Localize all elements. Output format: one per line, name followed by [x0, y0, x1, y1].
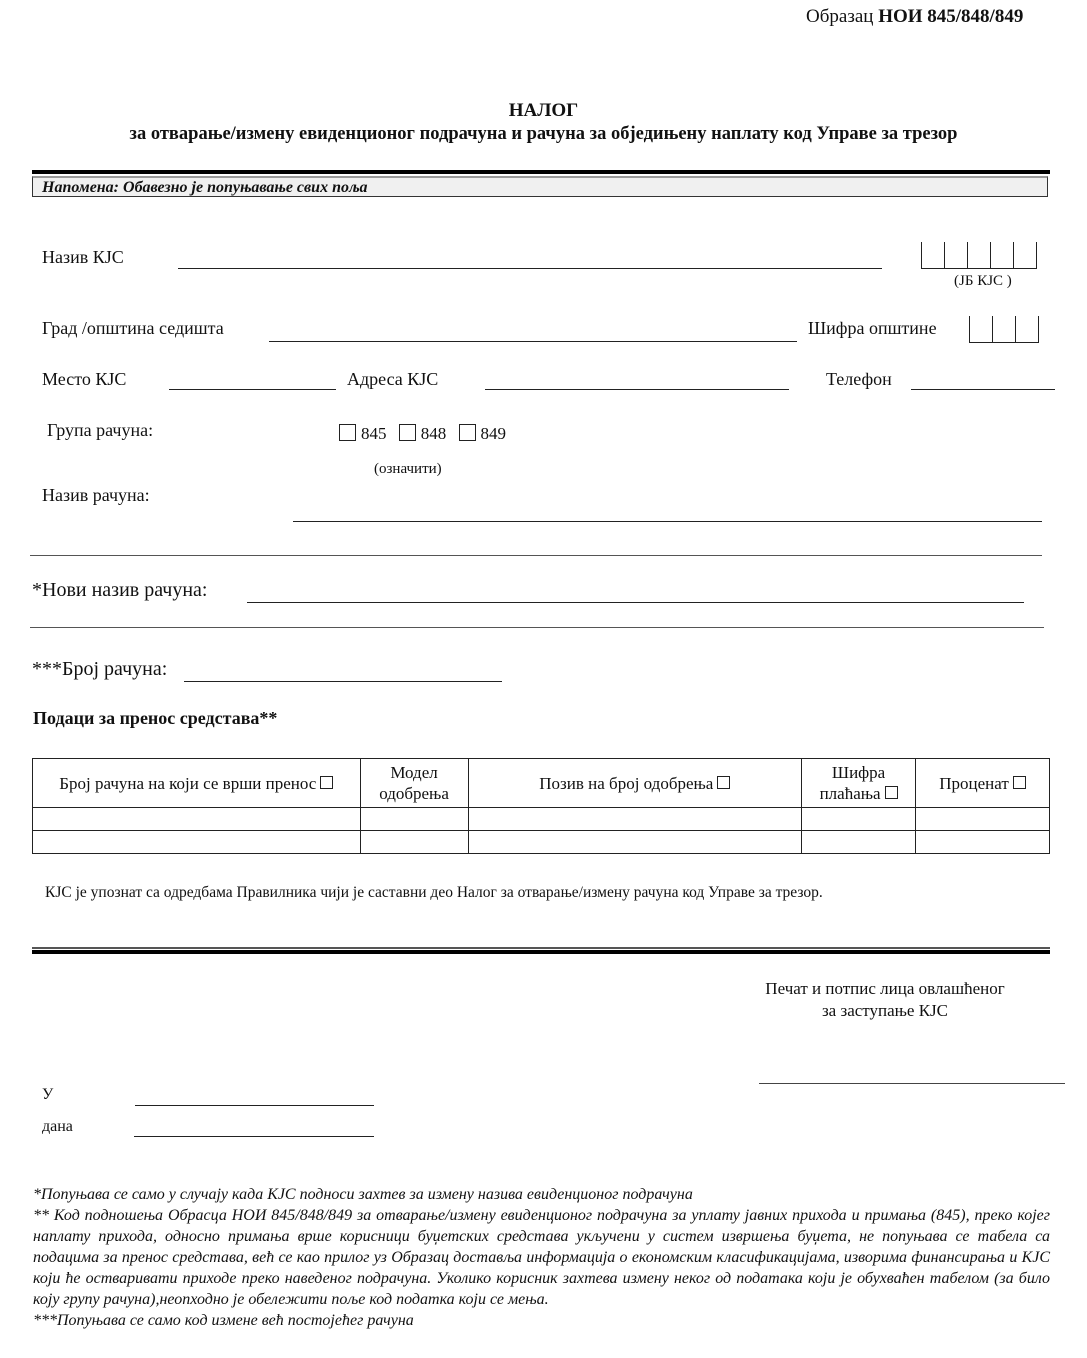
table-header-row — [33, 759, 1050, 808]
form-prefix: Образац — [806, 6, 874, 27]
table-cell[interactable] — [33, 808, 361, 831]
naziv-racuna-field-line2[interactable] — [30, 555, 1042, 556]
table-cell[interactable] — [916, 808, 1050, 831]
footnote-2: ** Код подношења Обрасца НОИ 845/848/849 за отварање/измену евиденционог подрачуна за уплату јавних прихода и примања (845), преко којег наплату прихода, односно примања врше корисници буџетских средстава укључени у систем извршења буџета, не попуњава се табела са подацима за пренос средстава, већ се као прилог уз Образац доставља информација о економским класификацијама, изворима финансирања и КЈС који ће остваривати приходе преко наведеног подрачуна. Уколико корисник захтева измену неког од података који је обухваћен табелом (за било коју групу рачуна),неопходно је обележити поље код податка који се мења. — [33, 1207, 1050, 1308]
telefon-field[interactable] — [911, 389, 1055, 390]
sifra-opstine-label: Шифра општине — [808, 318, 937, 338]
oznaciti-hint: (означити) — [374, 461, 442, 477]
page-subtitle: за отварање/измену евиденционог подрачуна и рачуна за обједињену наплату код Управе за трезор — [129, 124, 958, 144]
col-header-sifra-placanja: Шифра плаћања — [802, 759, 916, 808]
note-box — [32, 176, 1048, 197]
naziv-kjc-label: Назив КЈС — [42, 247, 124, 267]
jb-kjc-box[interactable] — [1013, 242, 1036, 268]
grupa-racuna-label: Група рачуна: — [47, 420, 154, 440]
telefon-label: Телефон — [826, 369, 892, 389]
grad-opstina-label: Град /општина седишта — [42, 318, 224, 338]
col-header-broj-racuna: Број рачуна на који се врши пренос — [33, 759, 361, 808]
checkbox[interactable] — [459, 424, 476, 441]
place-field[interactable] — [135, 1105, 374, 1106]
broj-racuna-field[interactable] — [184, 681, 502, 682]
table-row — [33, 808, 1050, 831]
table-cell[interactable] — [802, 831, 916, 854]
checkbox-icon[interactable] — [885, 786, 898, 799]
adresa-kjc-label: Адреса КЈС — [347, 369, 439, 389]
form-identifier — [806, 6, 1023, 28]
novi-naziv-racuna-field-line2[interactable] — [30, 627, 1044, 628]
form-code: НОИ 845/848/849 — [878, 6, 1024, 27]
grupa-option-848[interactable]: 848 — [399, 424, 447, 443]
table-cell[interactable] — [360, 808, 468, 831]
footnote-1: *Попуњава се само у случају када КЈС подноси захтев за измену назива евиденционог подрачуна — [33, 1186, 693, 1203]
footnotes — [33, 1184, 1050, 1331]
jb-kjc-box[interactable] — [990, 242, 1013, 268]
jb-kjc-box[interactable] — [967, 242, 990, 268]
sifra-opstine-box[interactable] — [969, 316, 992, 342]
table-cell[interactable] — [916, 831, 1050, 854]
grupa-option-849[interactable]: 849 — [459, 424, 507, 443]
naziv-kjc-field[interactable] — [178, 268, 882, 269]
signature-field[interactable] — [759, 1083, 1065, 1084]
page-title: НАЛОГ — [508, 100, 579, 121]
novi-naziv-racuna-label: *Нови назив рачуна: — [32, 579, 208, 601]
novi-naziv-racuna-field[interactable] — [247, 602, 1024, 603]
checkbox-icon[interactable] — [1013, 776, 1026, 789]
naziv-racuna-label: Назив рачуна: — [42, 485, 150, 505]
adresa-kjc-field[interactable] — [485, 389, 789, 390]
jb-kjc-boxes[interactable] — [921, 242, 1037, 269]
grupa-racuna-options — [339, 424, 514, 444]
jb-kjc-label: (ЈБ КЈС ) — [954, 273, 1012, 289]
jb-kjc-box[interactable] — [944, 242, 967, 268]
col-header-model: Модел одобрења — [360, 759, 468, 808]
naziv-racuna-field[interactable] — [293, 521, 1042, 522]
checkbox[interactable] — [399, 424, 416, 441]
bottom-divider-thin — [32, 947, 1050, 949]
table-cell[interactable] — [33, 831, 361, 854]
signature-label: Печат и потпис лица овлашћеног за заступање КЈС — [765, 979, 1005, 1020]
table-cell[interactable] — [360, 831, 468, 854]
grad-opstina-field[interactable] — [269, 341, 797, 342]
mesto-kjc-field[interactable] — [169, 389, 336, 390]
mesto-kjc-label: Место КЈС — [42, 369, 127, 389]
jb-kjc-box[interactable] — [921, 242, 944, 268]
table-row — [33, 831, 1050, 854]
checkbox-icon[interactable] — [717, 776, 730, 789]
sifra-opstine-box-end — [1038, 316, 1039, 342]
place-label: У — [42, 1086, 54, 1103]
sifra-opstine-box[interactable] — [992, 316, 1015, 342]
table-cell[interactable] — [468, 808, 802, 831]
date-field[interactable] — [134, 1136, 374, 1137]
col-header-poziv-na-broj: Позив на број одобрења — [468, 759, 802, 808]
bottom-divider-thick — [32, 950, 1050, 954]
sifra-opstine-box[interactable] — [1015, 316, 1038, 342]
note-text: Напомена: Обавезно је попуњавање свих поља — [42, 179, 368, 196]
col-header-procenat: Проценат — [916, 759, 1050, 808]
sifra-opstine-boxes[interactable] — [969, 316, 1039, 343]
footnote-3: ***Попуњава се само код измене већ постојећег рачуна — [33, 1312, 414, 1329]
table-cell[interactable] — [468, 831, 802, 854]
consent-statement: КЈС је упознат са одредбама Правилника чији је саставни део Налог за отварање/измену рачуна код Управе за трезор. — [45, 884, 823, 901]
top-divider — [32, 170, 1050, 174]
broj-racuna-label: ***Број рачуна: — [32, 658, 168, 680]
transfer-table — [32, 758, 1050, 854]
date-label: дана — [42, 1118, 73, 1135]
jb-kjc-box-end — [1036, 242, 1037, 268]
table-cell[interactable] — [802, 808, 916, 831]
checkbox-icon[interactable] — [320, 776, 333, 789]
transfer-heading: Подаци за пренос средстава** — [33, 708, 278, 728]
grupa-option-845[interactable]: 845 — [339, 424, 387, 443]
checkbox[interactable] — [339, 424, 356, 441]
